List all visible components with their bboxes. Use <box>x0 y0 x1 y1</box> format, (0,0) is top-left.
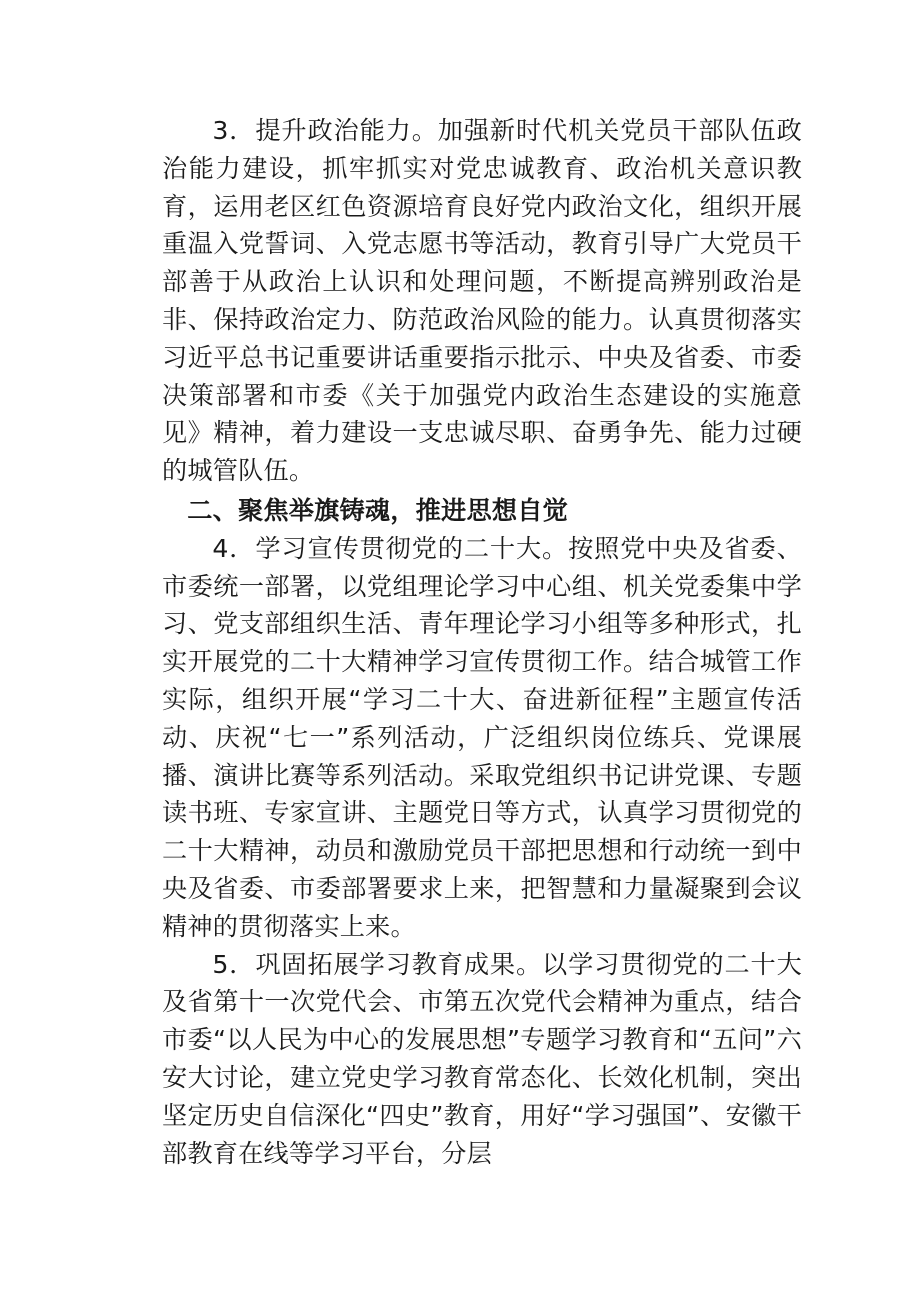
paragraph-3-political-ability: 3．提升政治能力。加强新时代机关党员干部队伍政治能力建设，抓牢抓实对党忠诚教育、政治机关意识教育，运用老区红色资源培育良好党内政治文化，组织开展重温入党誓词、入党志愿书等活动，教育引导广大党员干部善于从政治上认识和处理问题，不断提高辨别政治是非、保持政治定力、防范政治风险的能力。认真贯彻落实习近平总书记重要讲话重要指示批示、中央及省委、市委决策部署和市委《关于加强党内政治生态建设的实施意见》精神，着力建设一支忠诚尽职、奋勇争先、能力过硬的城管队伍。 <box>162 116 802 486</box>
document-body <box>162 112 802 1172</box>
section-heading-2: 二、聚焦举旗铸魂，推进思想自觉 <box>187 495 568 525</box>
paragraph-5-consolidate-education: 5．巩固拓展学习教育成果。以学习贯彻党的二十大及省第十一次党代会、市第五次党代会精神为重点，结合市委“以人民为中心的发展思想”专题学习教育和“五问”六安大讨论，建立党史学习教育常态化、长效化机制，突出坚定历史自信深化“四史”教育，用好“学习强国”、安徽干部教育在线等学习平台，分层 <box>162 949 802 1168</box>
paragraph-4-study-20th-congress: 4．学习宣传贯彻党的二十大。按照党中央及省委、市委统一部署，以党组理论学习中心组、机关党委集中学习、党支部组织生活、青年理论学习小组等多种形式，扎实开展党的二十大精神学习宣传贯彻工作。结合城管工作实际，组织开展“学习二十大、奋进新征程”主题宣传活动、庆祝“七一”系列活动，广泛组织岗位练兵、党课展播、演讲比赛等系列活动。采取党组织书记讲党课、专题读书班、专家宣讲、主题党日等方式，认真学习贯彻党的二十大精神，动员和激励党员干部把思想和行动统一到中央及省委、市委部署要求上来，把智慧和力量凝聚到会议精神的贯彻落实上来。 <box>162 533 802 941</box>
